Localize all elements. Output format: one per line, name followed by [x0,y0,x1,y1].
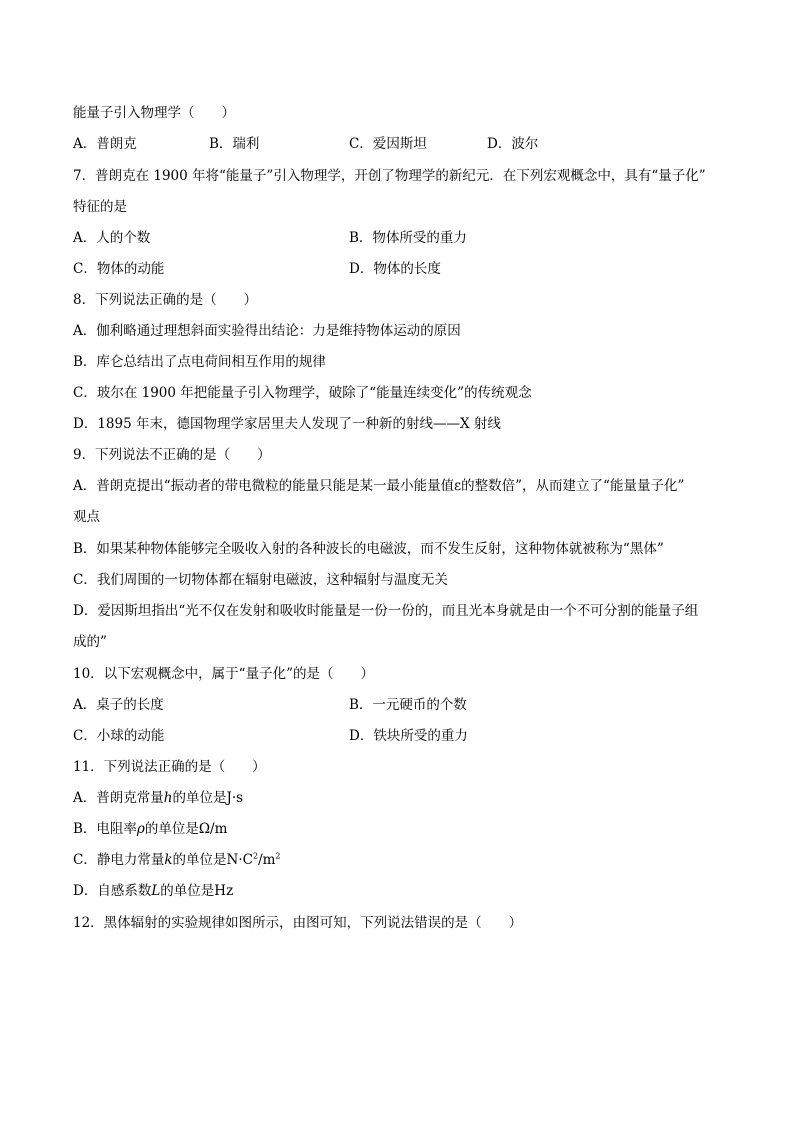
q9-option-c: C．我们周围的一切物体都在辐射电磁波，这种辐射与温度无关 [73,572,448,588]
q11-d-symbol: L [151,883,161,899]
q6-option-a: A．普朗克 [73,136,137,152]
q8-option-c: C．玻尔在 1900 年把能量子引入物理学，破除了“能量连续变化”的传统观念 [73,385,532,401]
q8-option-a: A．伽利略通过理想斜面实验得出结论：力是维持物体运动的原因 [73,323,461,339]
q11-c-exponent-2: 2 [275,851,281,861]
q9-stem: 9．下列说法不正确的是（ ） [73,447,271,463]
q7-option-c: C．物体的动能 [73,261,165,277]
q9-option-a-line2: 观点 [73,509,100,525]
q11-c-exponent-1: 2 [252,851,259,861]
q11-b-symbol: ρ [136,821,145,837]
q10-option-c: C．小球的动能 [73,728,165,744]
q11-a-symbol: h [163,790,173,806]
q9-option-d-line1: D．爱因斯坦指出“光不仅在发射和吸收时能量是一份一份的，而且光本身就是由一个不可分割的能量子组 [73,603,699,619]
q11-option-c [73,851,281,869]
q11-b-text: B．电阻率 [73,821,137,837]
q11-d-text: D．自感系数 [73,883,152,899]
q11-stem: 11．下列说法正确的是（ ） [73,759,266,775]
q8-option-b: B．库仑总结出了点电荷间相互作用的规律 [73,354,326,370]
q7-stem-line1: 7．普朗克在 1900 年将“能量子”引入物理学，开创了物理学的新纪元．在下列宏观概念中，具有“量子化” [73,168,706,184]
q10-option-b: B．一元硬币的个数 [349,697,467,713]
q11-a-text: A．普朗克常量 [73,790,164,806]
q7-option-b: B．物体所受的重力 [349,230,467,246]
q9-option-d-line2: 成的” [73,634,107,650]
q11-option-a [73,789,243,807]
q7-stem-line2: 特征的是 [73,199,127,215]
q6-option-b: B．瑞利 [209,136,260,152]
q11-option-d [73,882,233,900]
q10-stem: 10．以下宏观概念中，属于“量子化”的是（ ） [73,666,374,682]
q12-stem: 12．黑体辐射的实验规律如图所示，由图可知，下列说法错误的是（ ） [73,915,523,931]
q6-stem-tail: 能量子引入物理学（ ） [73,105,235,121]
q9-option-b: B．如果某种物体能够完全吸收入射的各种波长的电磁波，而不发生反射，这种物体就被称为“黑体” [73,541,664,557]
q6-option-d: D．波尔 [487,136,539,152]
q7-option-d: D．物体的长度 [349,261,441,277]
q8-stem: 8．下列说法正确的是（ ） [73,292,258,308]
q6-option-c: C．爱因斯坦 [349,136,427,152]
q11-c-symbol: k [164,852,173,868]
q9-option-a-line1: A．普朗克提出“振动者的带电微粒的能量只能是某一最小能量值ε的整数倍”，从而建立了“能量量子化” [73,478,685,494]
q11-d-unit: 的单位是Hz [160,883,234,899]
q11-b-unit: 的单位是Ω/m [144,821,228,837]
q11-option-b [73,820,227,838]
q10-option-a: A．桌子的长度 [73,697,164,713]
q10-option-d: D．铁块所受的重力 [349,728,468,744]
q11-c-text: C．静电力常量 [73,852,165,868]
q7-option-a: A．人的个数 [73,230,151,246]
q11-c-unit: 的单位是N·C [172,852,253,868]
q11-c-unit-2: /m [258,852,276,868]
q11-a-unit: 的单位是J·s [172,790,244,806]
q8-option-d: D．1895 年末，德国物理学家居里夫人发现了一种新的射线——X 射线 [73,416,501,432]
